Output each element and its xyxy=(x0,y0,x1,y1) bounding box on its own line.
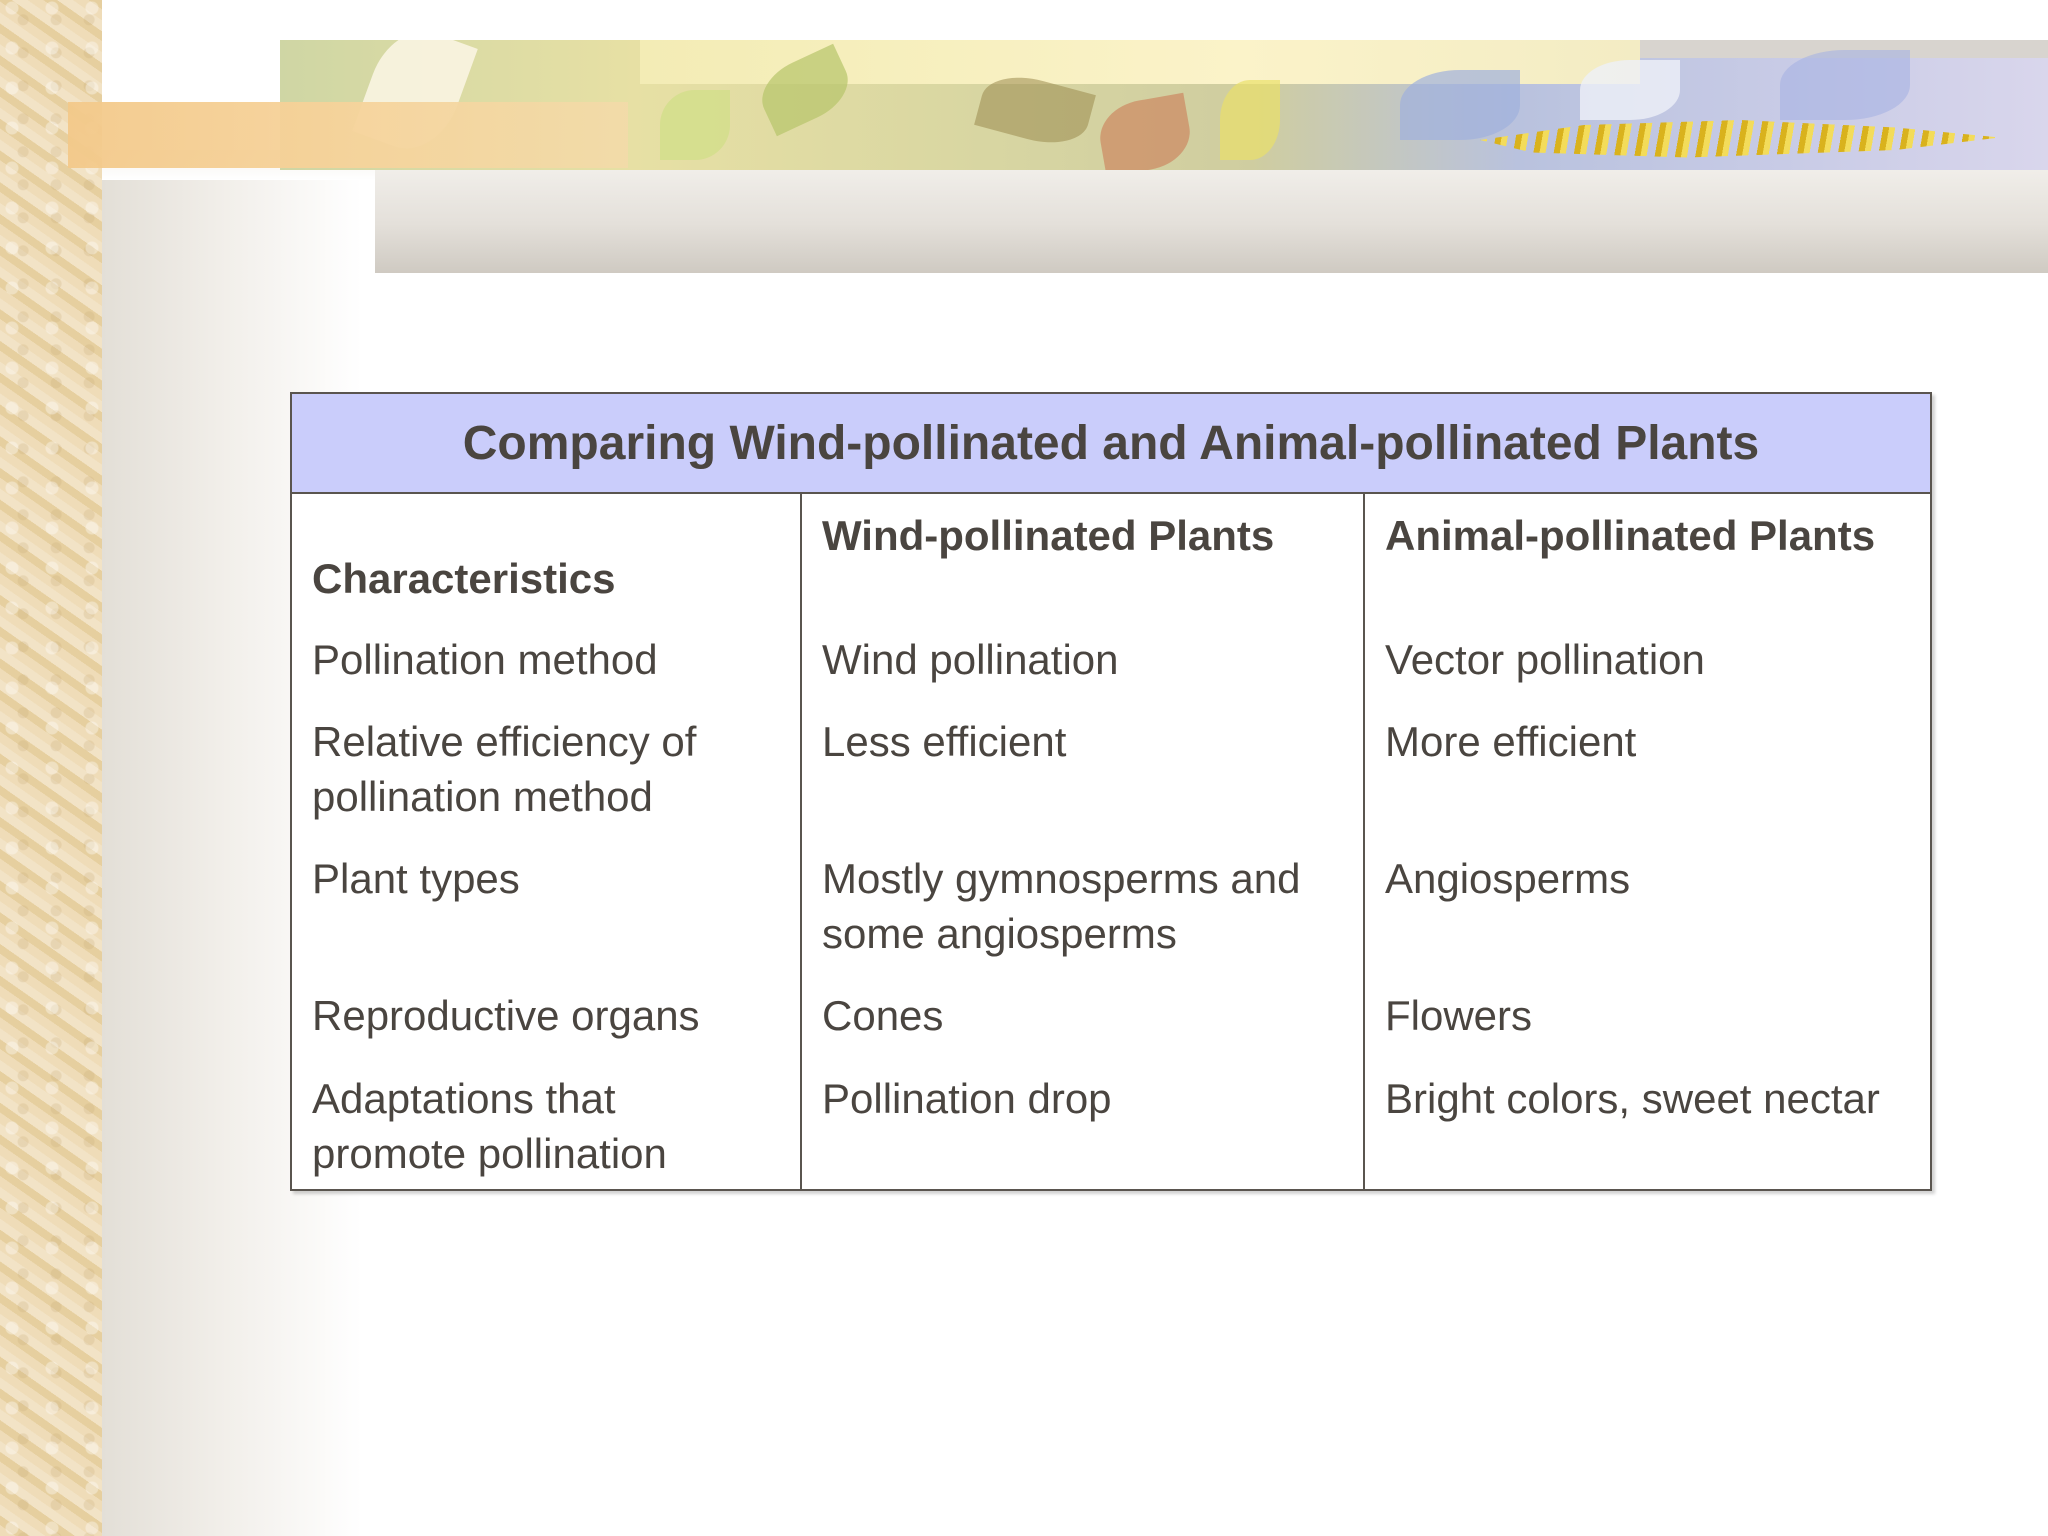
leaf-shape xyxy=(660,90,730,160)
table-grid xyxy=(292,494,1930,1189)
table-cell: Angiosperms xyxy=(1385,855,1631,902)
table-cell: Relative efficiency of pollination method xyxy=(292,692,802,829)
leaf-shape xyxy=(1400,70,1520,140)
table-title: Comparing Wind-pollinated and Animal-pollinated Plants xyxy=(292,394,1930,494)
table-cell: Bright colors, sweet nectar xyxy=(1385,1075,1880,1122)
header-characteristics xyxy=(292,494,802,610)
table-cell: Vector pollination xyxy=(1385,636,1705,683)
leaf-shape xyxy=(1095,93,1196,170)
table-cell: Pollination method xyxy=(292,610,802,692)
grain-spike xyxy=(1480,110,2000,160)
leaf-shape xyxy=(1780,50,1910,120)
table-cell: Plant types xyxy=(292,829,802,966)
table-cell: Flowers xyxy=(1385,992,1533,1039)
table-cell: Adaptations that promote pollination xyxy=(292,1049,802,1189)
header-text: Wind-pollinated Plants xyxy=(822,512,1275,559)
header-text: Animal-pollinated Plants xyxy=(1385,512,1876,559)
table-cell: Wind pollination xyxy=(802,610,1365,692)
table-cell: Mostly gymnosperms and some angiosperms xyxy=(802,829,1365,966)
leaf-shape xyxy=(1580,60,1680,120)
table-cell: Reproductive organs xyxy=(292,966,802,1049)
table-cell: Less efficient xyxy=(802,692,1365,829)
header-animal-pollinated xyxy=(1365,494,1928,610)
header-text: Characteristics xyxy=(312,555,616,602)
table-cell: Pollination drop xyxy=(802,1049,1365,1189)
parchment-strip xyxy=(0,0,102,1536)
comparison-table xyxy=(290,392,1932,1191)
table-cell: More efficient xyxy=(1385,718,1637,765)
leaf-shape xyxy=(1220,80,1280,160)
header-wind-pollinated xyxy=(802,494,1365,610)
table-cell: Cones xyxy=(802,966,1365,1049)
banner-orange-band xyxy=(68,102,628,168)
